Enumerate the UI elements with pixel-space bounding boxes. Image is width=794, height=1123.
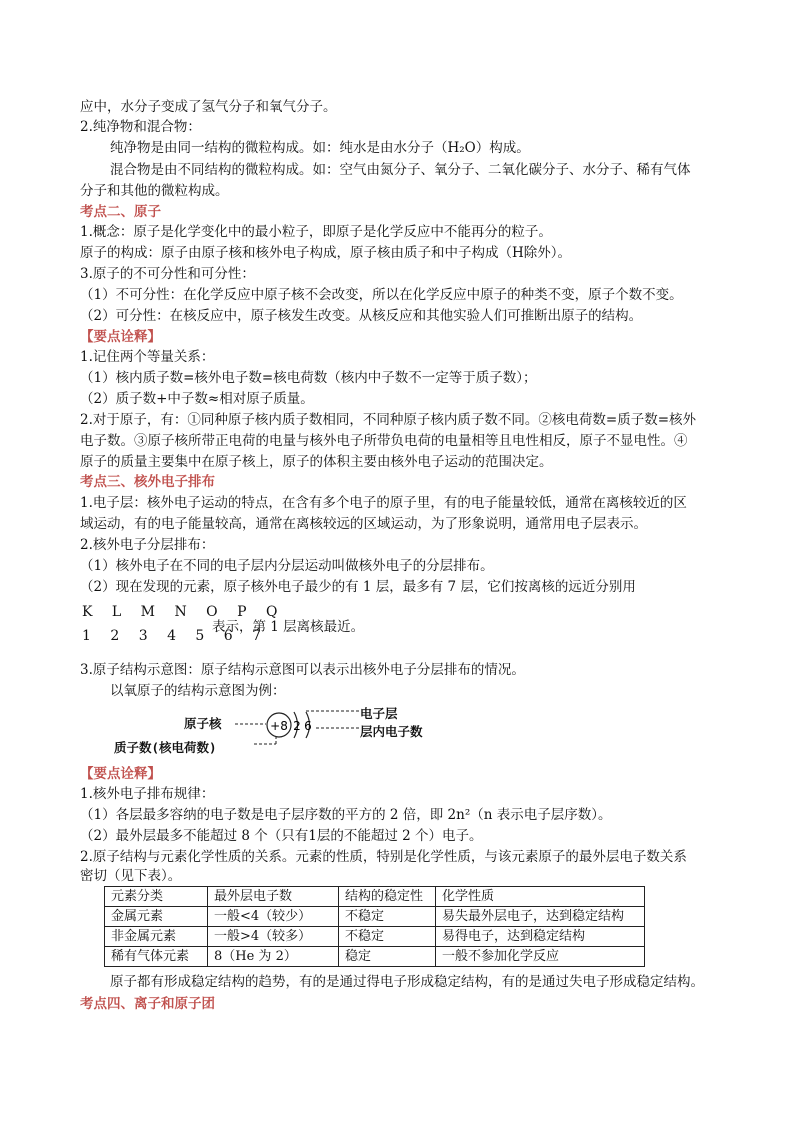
- text-line: （1）核内质子数=核外电子数=核电荷数（核内中子数不一定等于质子数）；: [80, 370, 537, 386]
- proton-number-label: 质子数(核电荷数): [114, 740, 217, 755]
- text-line: 3.原子的不可分性和可分性：: [80, 266, 255, 282]
- table-header: 元素分类: [105, 887, 208, 907]
- text-line: （2）可分性：在核反应中，原子核发生改变。从核反应和其他实验人们可推断出原子的结构。: [80, 308, 643, 324]
- text-line: 应中，水分子变成了氢气分子和氧气分子。: [80, 99, 337, 115]
- table-row: [105, 907, 645, 927]
- table-header: 结构的稳定性: [339, 887, 436, 907]
- table-cell: 不稳定: [339, 927, 436, 947]
- table-cell: 一般>4（较多）: [208, 927, 339, 947]
- table-cell: 金属元素: [105, 907, 208, 927]
- text-line: （2）质子数+中子数≈相对原子质量。: [80, 391, 314, 407]
- table-cell: 一般<4（较少）: [208, 907, 339, 927]
- nucleus-label: 原子核: [184, 716, 222, 731]
- text-line: 1.概念：原子是化学变化中的最小粒子，即原子是化学反应中不能再分的粒子。: [80, 224, 552, 240]
- element-property-table: [104, 886, 645, 967]
- table-row: [105, 927, 645, 947]
- text-line: （2）现在发现的元素，原子核外电子最少的有 1 层，最多有 7 层，它们按离核的远近分别用: [80, 579, 636, 595]
- text-line: 分子和其他的微粒构成。: [80, 183, 229, 199]
- table-cell: 稳定: [339, 947, 436, 967]
- section-heading: 考点三、核外电子排布: [80, 474, 215, 490]
- shell-electrons-label: 层内电子数: [360, 724, 423, 739]
- text-line: 原子的构成：原子由原子核和核外电子构成，原子核由质子和中子构成（H除外）。: [80, 245, 572, 261]
- text-line: 域运动，有的电子能量较高，通常在离核较远的区域运动，为了形象说明，通常用电子层表示。: [80, 516, 647, 532]
- table-cell: 一般不参加化学反应: [436, 947, 645, 967]
- table-cell: 8（He 为 2）: [208, 947, 339, 967]
- table-cell: 稀有气体元素: [105, 947, 208, 967]
- shell-letters: K L M N O P Q: [82, 604, 285, 620]
- text-line: 2.纯净物和混合物：: [80, 119, 201, 135]
- table-row: [105, 947, 645, 967]
- shell-numbers: 1 2 3 4 5 6 7: [82, 628, 269, 644]
- text-line: 2.原子结构与元素化学性质的关系。元素的性质，特别是化学性质，与该元素原子的最外层电子数关系: [80, 849, 687, 865]
- key-points-heading: 【要点诠释】: [80, 766, 161, 782]
- text-line: 原子都有形成稳定结构的趋势，有的是通过得电子形成稳定结构，有的是通过失电子形成稳定结构。: [110, 974, 704, 990]
- shell1-electrons: 2: [293, 719, 301, 733]
- key-points-heading: 【要点诠释】: [80, 329, 161, 345]
- table-cell: 不稳定: [339, 907, 436, 927]
- text-line: 原子的质量主要集中在原子核上，原子的体积主要由核外电子运动的范围决定。: [80, 454, 553, 470]
- nucleus-charge: +8: [270, 719, 288, 733]
- text-line: 1.电子层：核外电子运动的特点，在含有多个电子的原子里，有的电子能量较低，通常在离核较近的区: [80, 495, 687, 511]
- text-line: 1.记住两个等量关系：: [80, 349, 215, 365]
- shell2-electrons: 6: [304, 719, 312, 733]
- text-line: 混合物是由不同结构的微粒构成。如：空气由氮分子、氧分子、二氧化碳分子、水分子、稀有气体: [110, 162, 691, 178]
- atom-diagram-svg: [228, 700, 363, 755]
- section-heading: 考点二、原子: [80, 204, 161, 220]
- table-cell: 易失最外层电子，达到稳定结构: [436, 907, 645, 927]
- text-line: （1）核外电子在不同的电子层内分层运动叫做核外电子的分层排布。: [80, 558, 494, 574]
- text-line: 表示，第 1 层离核最近。: [212, 619, 365, 635]
- table-cell: 非金属元素: [105, 927, 208, 947]
- text-line: 以氧原子的结构示意图为例：: [110, 683, 286, 699]
- text-line: 密切（见下表）。: [80, 868, 182, 884]
- text-line: （1）不可分性：在化学反应中原子核不会改变，所以在化学反应中原子的种类不变，原子个数不变。: [80, 287, 683, 303]
- table-header-row: [105, 887, 645, 907]
- table-header: 最外层电子数: [208, 887, 339, 907]
- text-line: 1.核外电子排布规律：: [80, 786, 215, 802]
- section-heading: 考点四、离子和原子团: [80, 996, 215, 1012]
- text-line: 2.对于原子，有：①同种原子核内质子数相同，不同种原子核内质子数不同。②核电荷数=质子数=核外: [80, 412, 697, 428]
- text-line: 2.核外电子分层排布：: [80, 537, 215, 553]
- text-line: （2）最外层最多不能超过 8 个（只有1层的不能超过 2 个）电子。: [80, 828, 483, 844]
- text-line: （1）各层最多容纳的电子数是电子层序数的平方的 2 倍，即 2n²（n 表示电子层序数）。: [80, 807, 612, 823]
- table-header: 化学性质: [436, 887, 645, 907]
- text-line: 纯净物是由同一结构的微粒构成。如：纯水是由水分子（H₂O）构成。: [110, 140, 530, 156]
- text-line: 3.原子结构示意图：原子结构示意图可以表示出核外电子分层排布的情况。: [80, 662, 525, 678]
- text-line: 电子数。③原子核所带正电荷的电量与核外电子所带负电荷的电量相等且电性相反，原子不显电性。④: [80, 433, 688, 449]
- table-cell: 易得电子，达到稳定结构: [436, 927, 645, 947]
- shell-label: 电子层: [360, 706, 398, 721]
